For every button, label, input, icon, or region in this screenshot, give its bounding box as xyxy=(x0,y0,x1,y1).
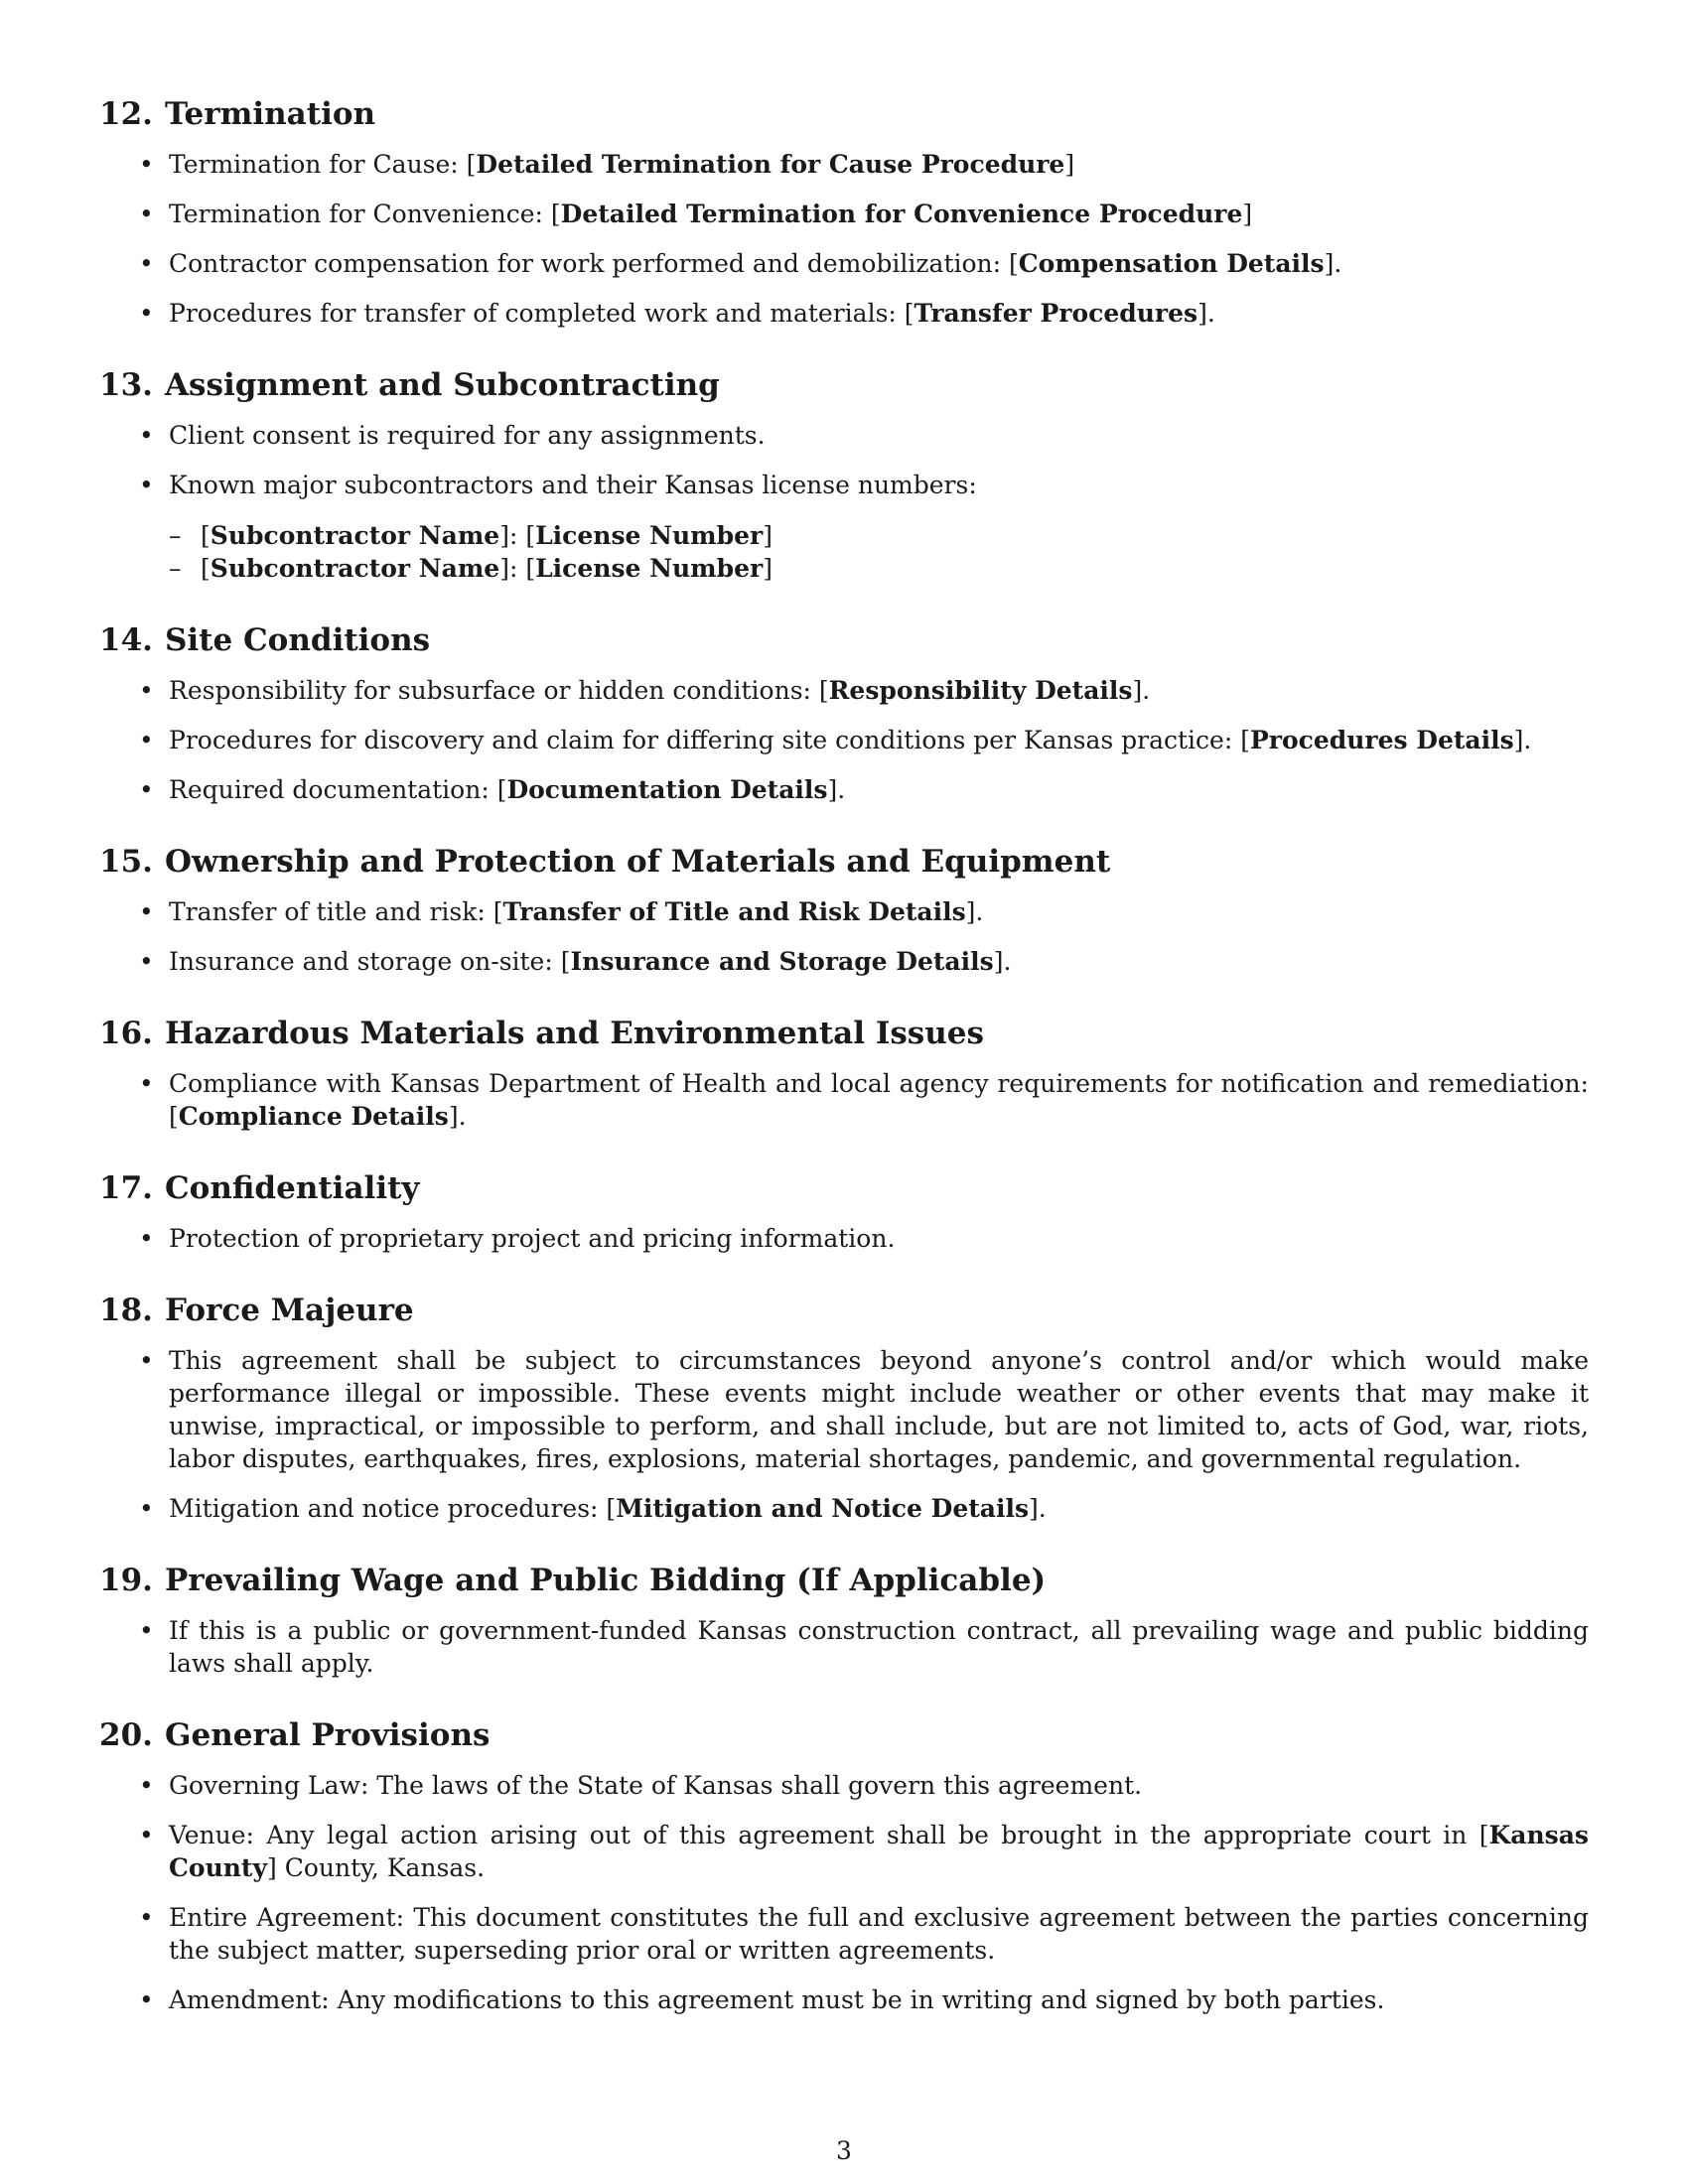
list-item: • Required documentation: [Documentation Details]. xyxy=(169,773,1589,806)
list-item: • Protection of proprietary project and pricing information. xyxy=(169,1222,1589,1255)
list-item: • Client consent is required for any assignments. xyxy=(169,419,1589,452)
placeholder-field: Detailed Termination for Convenience Procedure xyxy=(560,200,1243,228)
section-prevailing-wage xyxy=(99,1561,1589,1680)
section-heading xyxy=(99,1561,1589,1600)
subcontractor-item: – [Subcontractor Name]: [License Number] xyxy=(201,519,1589,552)
list-item: • Known major subcontractors and their Kansas license numbers: – [Subcontractor Name]: [License Number] – [Subcontractor Name]: [License Number] xyxy=(169,469,1589,585)
section-title: Ownership and Protection of Materials and Equipment xyxy=(165,844,1111,880)
subcontractor-item: – [Subcontractor Name]: [License Number] xyxy=(201,552,1589,585)
placeholder-field: Compensation Details xyxy=(1018,249,1325,278)
section-number: 16. xyxy=(99,1016,153,1051)
section-termination xyxy=(99,94,1589,330)
placeholder-field: Compliance Details xyxy=(178,1102,449,1131)
section-number: 12. xyxy=(99,96,153,132)
list-item: • Procedures for transfer of completed work and materials: [Transfer Procedures]. xyxy=(169,297,1589,330)
bullet-list xyxy=(99,1614,1589,1680)
placeholder-field: Insurance and Storage Details xyxy=(570,947,994,976)
bullet-list xyxy=(99,148,1589,330)
bullet-list xyxy=(99,1769,1589,2016)
list-item: • Responsibility for subsurface or hidden conditions: [Responsibility Details]. xyxy=(169,674,1589,707)
list-item: • Insurance and storage on-site: [Insurance and Storage Details]. xyxy=(169,945,1589,978)
section-assignment-subcontracting xyxy=(99,365,1589,585)
section-heading xyxy=(99,620,1589,660)
section-heading xyxy=(99,1291,1589,1330)
section-heading xyxy=(99,842,1589,882)
section-number: 19. xyxy=(99,1563,153,1598)
bullet-list xyxy=(99,1222,1589,1255)
bullet-list xyxy=(99,419,1589,585)
placeholder-field: Documentation Details xyxy=(506,775,828,804)
section-number: 15. xyxy=(99,844,153,880)
placeholder-field: Subcontractor Name xyxy=(210,554,500,583)
bullet-list xyxy=(99,1344,1589,1525)
section-heading xyxy=(99,1168,1589,1208)
list-item: • Amendment: Any modifications to this agreement must be in writing and signed by both parties. xyxy=(169,1983,1589,2016)
placeholder-field: Kansas County xyxy=(169,1821,1589,1882)
placeholder-field: Mitigation and Notice Details xyxy=(616,1494,1030,1523)
list-item: • This agreement shall be subject to circumstances beyond anyone’s control and/or which would make performance illegal or impossible. These events might include weather or other events that may make it unwise, impractical, or impossible to perform, and shall include, but are not limited to, acts of God, war, riots, labor disputes, earthquakes, fires, explosions, material shortages, pandemic, and governmental regulation. xyxy=(169,1344,1589,1475)
section-title: Site Conditions xyxy=(165,622,431,658)
section-title: Force Majeure xyxy=(165,1293,414,1328)
section-heading xyxy=(99,94,1589,134)
section-number: 13. xyxy=(99,367,153,403)
section-heading xyxy=(99,1014,1589,1053)
section-confidentiality xyxy=(99,1168,1589,1255)
placeholder-field: License Number xyxy=(535,554,764,583)
bullet-list xyxy=(99,1067,1589,1133)
placeholder-field: Subcontractor Name xyxy=(210,521,500,550)
placeholder-field: Procedures Details xyxy=(1249,726,1514,754)
section-title: Hazardous Materials and Environmental Issues xyxy=(165,1016,984,1051)
section-heading xyxy=(99,1715,1589,1755)
section-force-majeure xyxy=(99,1291,1589,1525)
section-title: Confidentiality xyxy=(165,1170,420,1206)
list-item: • If this is a public or government-funded Kansas construction contract, all prevailing wage and public bidding laws shall apply. xyxy=(169,1614,1589,1680)
document-page xyxy=(99,94,1589,2052)
list-item: • Termination for Convenience: [Detailed Termination for Convenience Procedure] xyxy=(169,198,1589,230)
list-item: • Termination for Cause: [Detailed Termination for Cause Procedure] xyxy=(169,148,1589,181)
bullet-list xyxy=(99,895,1589,978)
placeholder-field: Detailed Termination for Cause Procedure xyxy=(476,150,1065,179)
section-title: Termination xyxy=(165,96,376,132)
page-number: 3 xyxy=(836,2136,852,2165)
placeholder-field: License Number xyxy=(535,521,764,550)
section-site-conditions xyxy=(99,620,1589,806)
list-item: • Mitigation and notice procedures: [Mitigation and Notice Details]. xyxy=(169,1492,1589,1525)
section-title: General Provisions xyxy=(165,1717,491,1753)
section-general-provisions xyxy=(99,1715,1589,2016)
bullet-list xyxy=(99,674,1589,806)
section-title: Assignment and Subcontracting xyxy=(165,367,720,403)
placeholder-field: Responsibility Details xyxy=(828,676,1133,705)
list-item: • Contractor compensation for work performed and demobilization: [Compensation Details]. xyxy=(169,247,1589,280)
list-item: • Transfer of title and risk: [Transfer of Title and Risk Details]. xyxy=(169,895,1589,928)
section-hazardous-materials xyxy=(99,1014,1589,1133)
section-heading xyxy=(99,365,1589,405)
list-item: • Governing Law: The laws of the State of Kansas shall govern this agreement. xyxy=(169,1769,1589,1802)
section-ownership-materials xyxy=(99,842,1589,978)
section-number: 14. xyxy=(99,622,153,658)
list-item: • Venue: Any legal action arising out of this agreement shall be brought in the appropriate court in [Kansas County] County, Kansas. xyxy=(169,1819,1589,1884)
section-number: 17. xyxy=(99,1170,153,1206)
section-number: 20. xyxy=(99,1717,153,1753)
placeholder-field: Transfer of Title and Risk Details xyxy=(502,897,966,926)
list-item: • Entire Agreement: This document constitutes the full and exclusive agreement between the parties concerning the subject matter, superseding prior oral or written agreements. xyxy=(169,1901,1589,1967)
section-number: 18. xyxy=(99,1293,153,1328)
placeholder-field: Transfer Procedures xyxy=(914,299,1198,328)
list-item: • Compliance with Kansas Department of Health and local agency requirements for notification and remediation: [Compliance Details]. xyxy=(169,1067,1589,1133)
subcontractor-list xyxy=(169,519,1589,585)
list-item: • Procedures for discovery and claim for differing site conditions per Kansas practice: [Procedures Details]. xyxy=(169,724,1589,756)
section-title: Prevailing Wage and Public Bidding (If Applicable) xyxy=(165,1563,1047,1598)
